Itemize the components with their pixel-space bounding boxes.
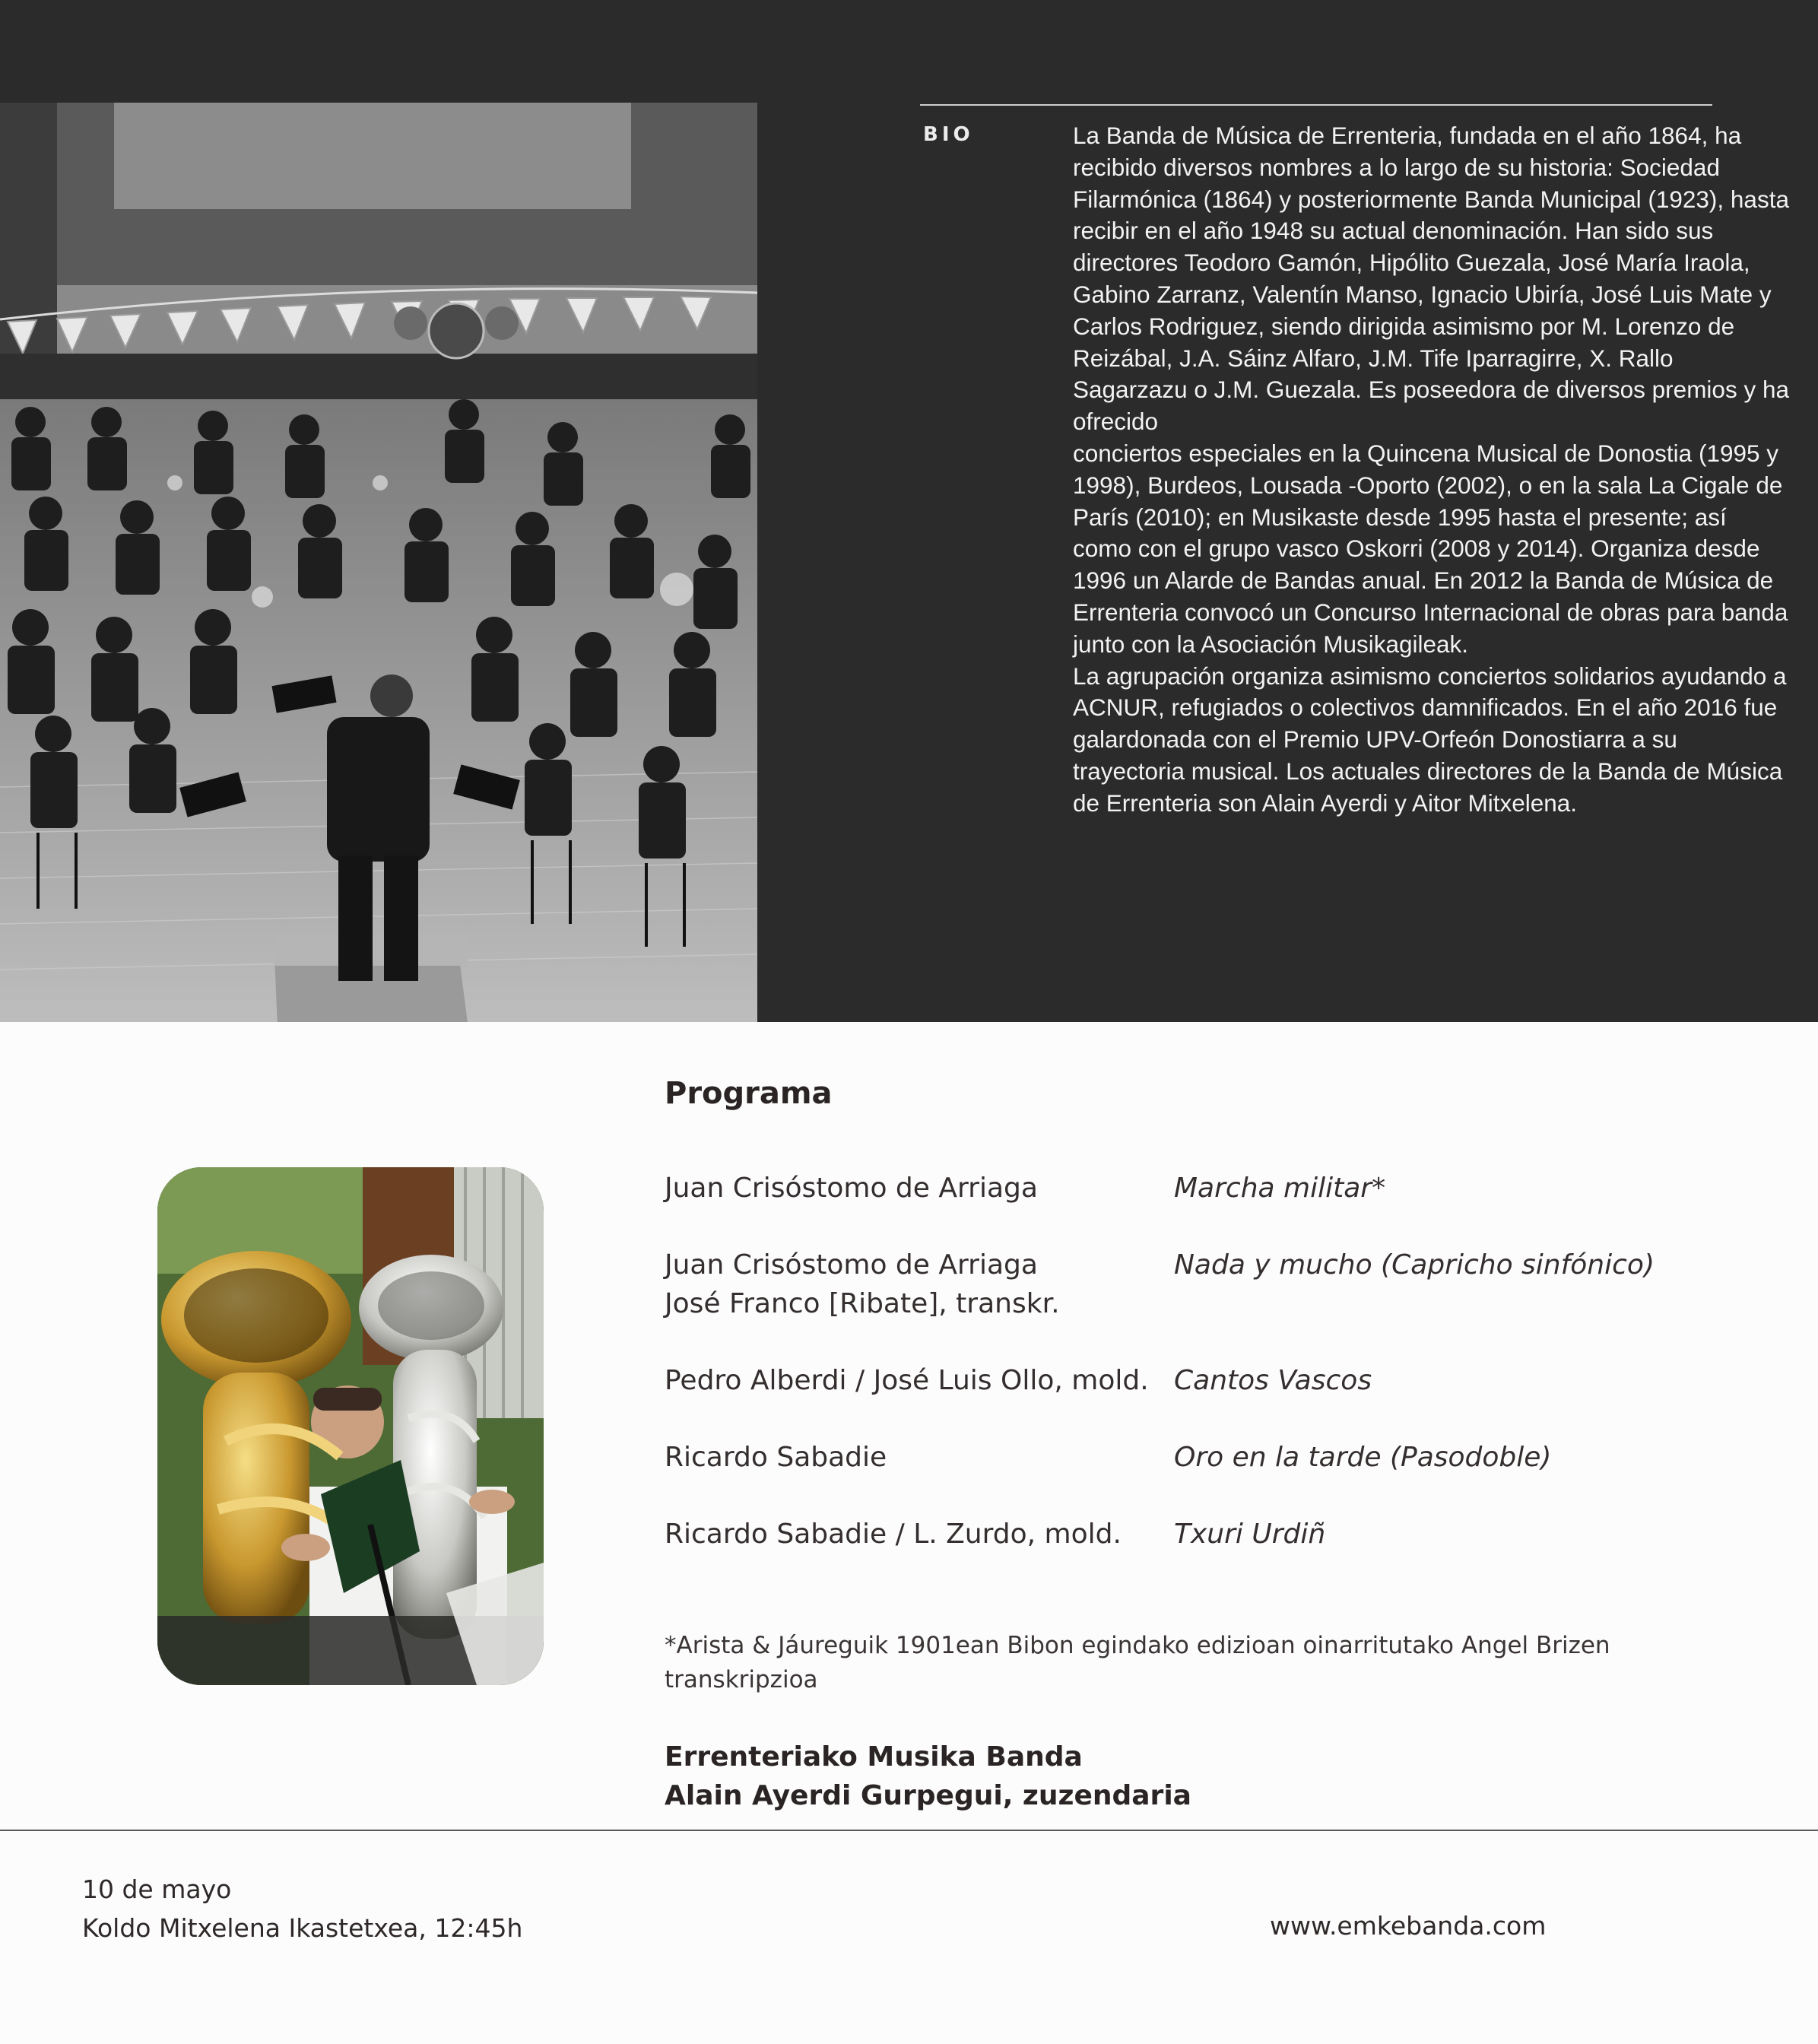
program-item-2-composer — [665, 1246, 1166, 1323]
composer-line: Pedro Alberdi / José Luis Ollo, mold. — [665, 1365, 1149, 1396]
composer-line: Ricardo Sabadie / L. Zurdo, mold. — [665, 1519, 1122, 1550]
bio-text — [1073, 120, 1791, 820]
event-venue-time: Koldo Mitxelena Ikastetxea, 12:45h — [82, 1913, 523, 1943]
program-footnote: *Arista & Jáureguik 1901ean Bibon egindako edizioan oinarritutako Angel Brizen transkripzioa — [665, 1632, 1610, 1693]
band-performance-photo — [0, 103, 757, 1022]
ensemble-name: Errenteriako Musika Banda — [665, 1741, 1083, 1773]
program-item-4-composer — [665, 1438, 1166, 1477]
footer-divider-line — [0, 1830, 1818, 1831]
composer-line: Juan Crisóstomo de Arriaga — [665, 1249, 1038, 1281]
bio-label: BIO — [923, 123, 974, 146]
program-item-5-work: Txuri Urdiñ — [1174, 1519, 1326, 1550]
tuba-photo-illustration — [157, 1167, 544, 1685]
program-item-1-work: Marcha militar* — [1174, 1173, 1386, 1204]
program-title: Programa — [665, 1076, 833, 1111]
composer-line: Juan Crisóstomo de Arriaga — [665, 1173, 1038, 1204]
bio-divider-line — [920, 104, 1712, 106]
bio-paragraph-3: La agrupación organiza asimismo conciertos solidarios ayudando a ACNUR, refugiados o colectivos damnificados. En el año 2016 fue galardonada con el Premio UPV-Orfeón Donostiarra a su trayectoria musical. Los actuales directores de la Banda de Música de Errenteria son Alain Ayerdi y Aitor Mitxelena. — [1073, 662, 1787, 817]
program-item-3-work: Cantos Vascos — [1174, 1365, 1372, 1396]
program-item-3-composer — [665, 1361, 1166, 1400]
tuba-players-photo — [157, 1167, 544, 1685]
director-name: Alain Ayerdi Gurpegui, zuzendaria — [665, 1780, 1191, 1811]
event-date: 10 de mayo — [82, 1874, 232, 1904]
band-photo-illustration — [0, 103, 757, 1022]
composer-line: Ricardo Sabadie — [665, 1442, 887, 1473]
program-item-1-composer — [665, 1169, 1166, 1208]
ensemble-credits — [665, 1738, 1191, 1815]
bio-paragraph-2: conciertos especiales en la Quincena Musical de Donostia (1995 y 1998), Burdeos, Lousada -Oporto (2002), o en la sala La Cigale de París (2010); en Musikaste desde 1995 hasta el presente; así como con el grupo vasco Oskorri (2008 y 2014). Organiza desde 1996 un Alarde de Bandas anual. En 2012 la Banda de Música de Errenteria convocó un Concurso Internacional de obras para banda junto con la Asociación Musikagileak. — [1073, 439, 1788, 658]
program-item-2-work: Nada y mucho (Capricho sinfónico) — [1174, 1249, 1655, 1281]
bio-paragraph-1: La Banda de Música de Errenteria, fundada en el año 1864, ha recibido diversos nombres a lo largo de su historia: Sociedad Filarmónica (1864) y posteriormente Banda Municipal (1923), hasta recibir en el año 1948 su actual denominación. Han sido sus directores Teodoro Gamón, Hipólito Guezala, José María Iraola, Gabino Zarranz, Valentín Manso, Ignacio Ubiría, José Luis Mate y Carlos Rodriguez, siendo dirigida asimismo por M. Lorenzo de Reizábal, J.A. Sáinz Alfaro, J.M. Tife Iparragirre, X. Rallo Sagarzazu o J.M. Guezala. Es poseedora de diversos premios y ha ofrecido — [1073, 122, 1789, 436]
website-link[interactable]: www.emkebanda.com — [1270, 1911, 1547, 1941]
composer-line: José Franco [Ribate], transkr. — [665, 1288, 1060, 1319]
program-item-5-composer — [665, 1515, 1166, 1554]
program-item-4-work: Oro en la tarde (Pasodoble) — [1174, 1442, 1552, 1473]
